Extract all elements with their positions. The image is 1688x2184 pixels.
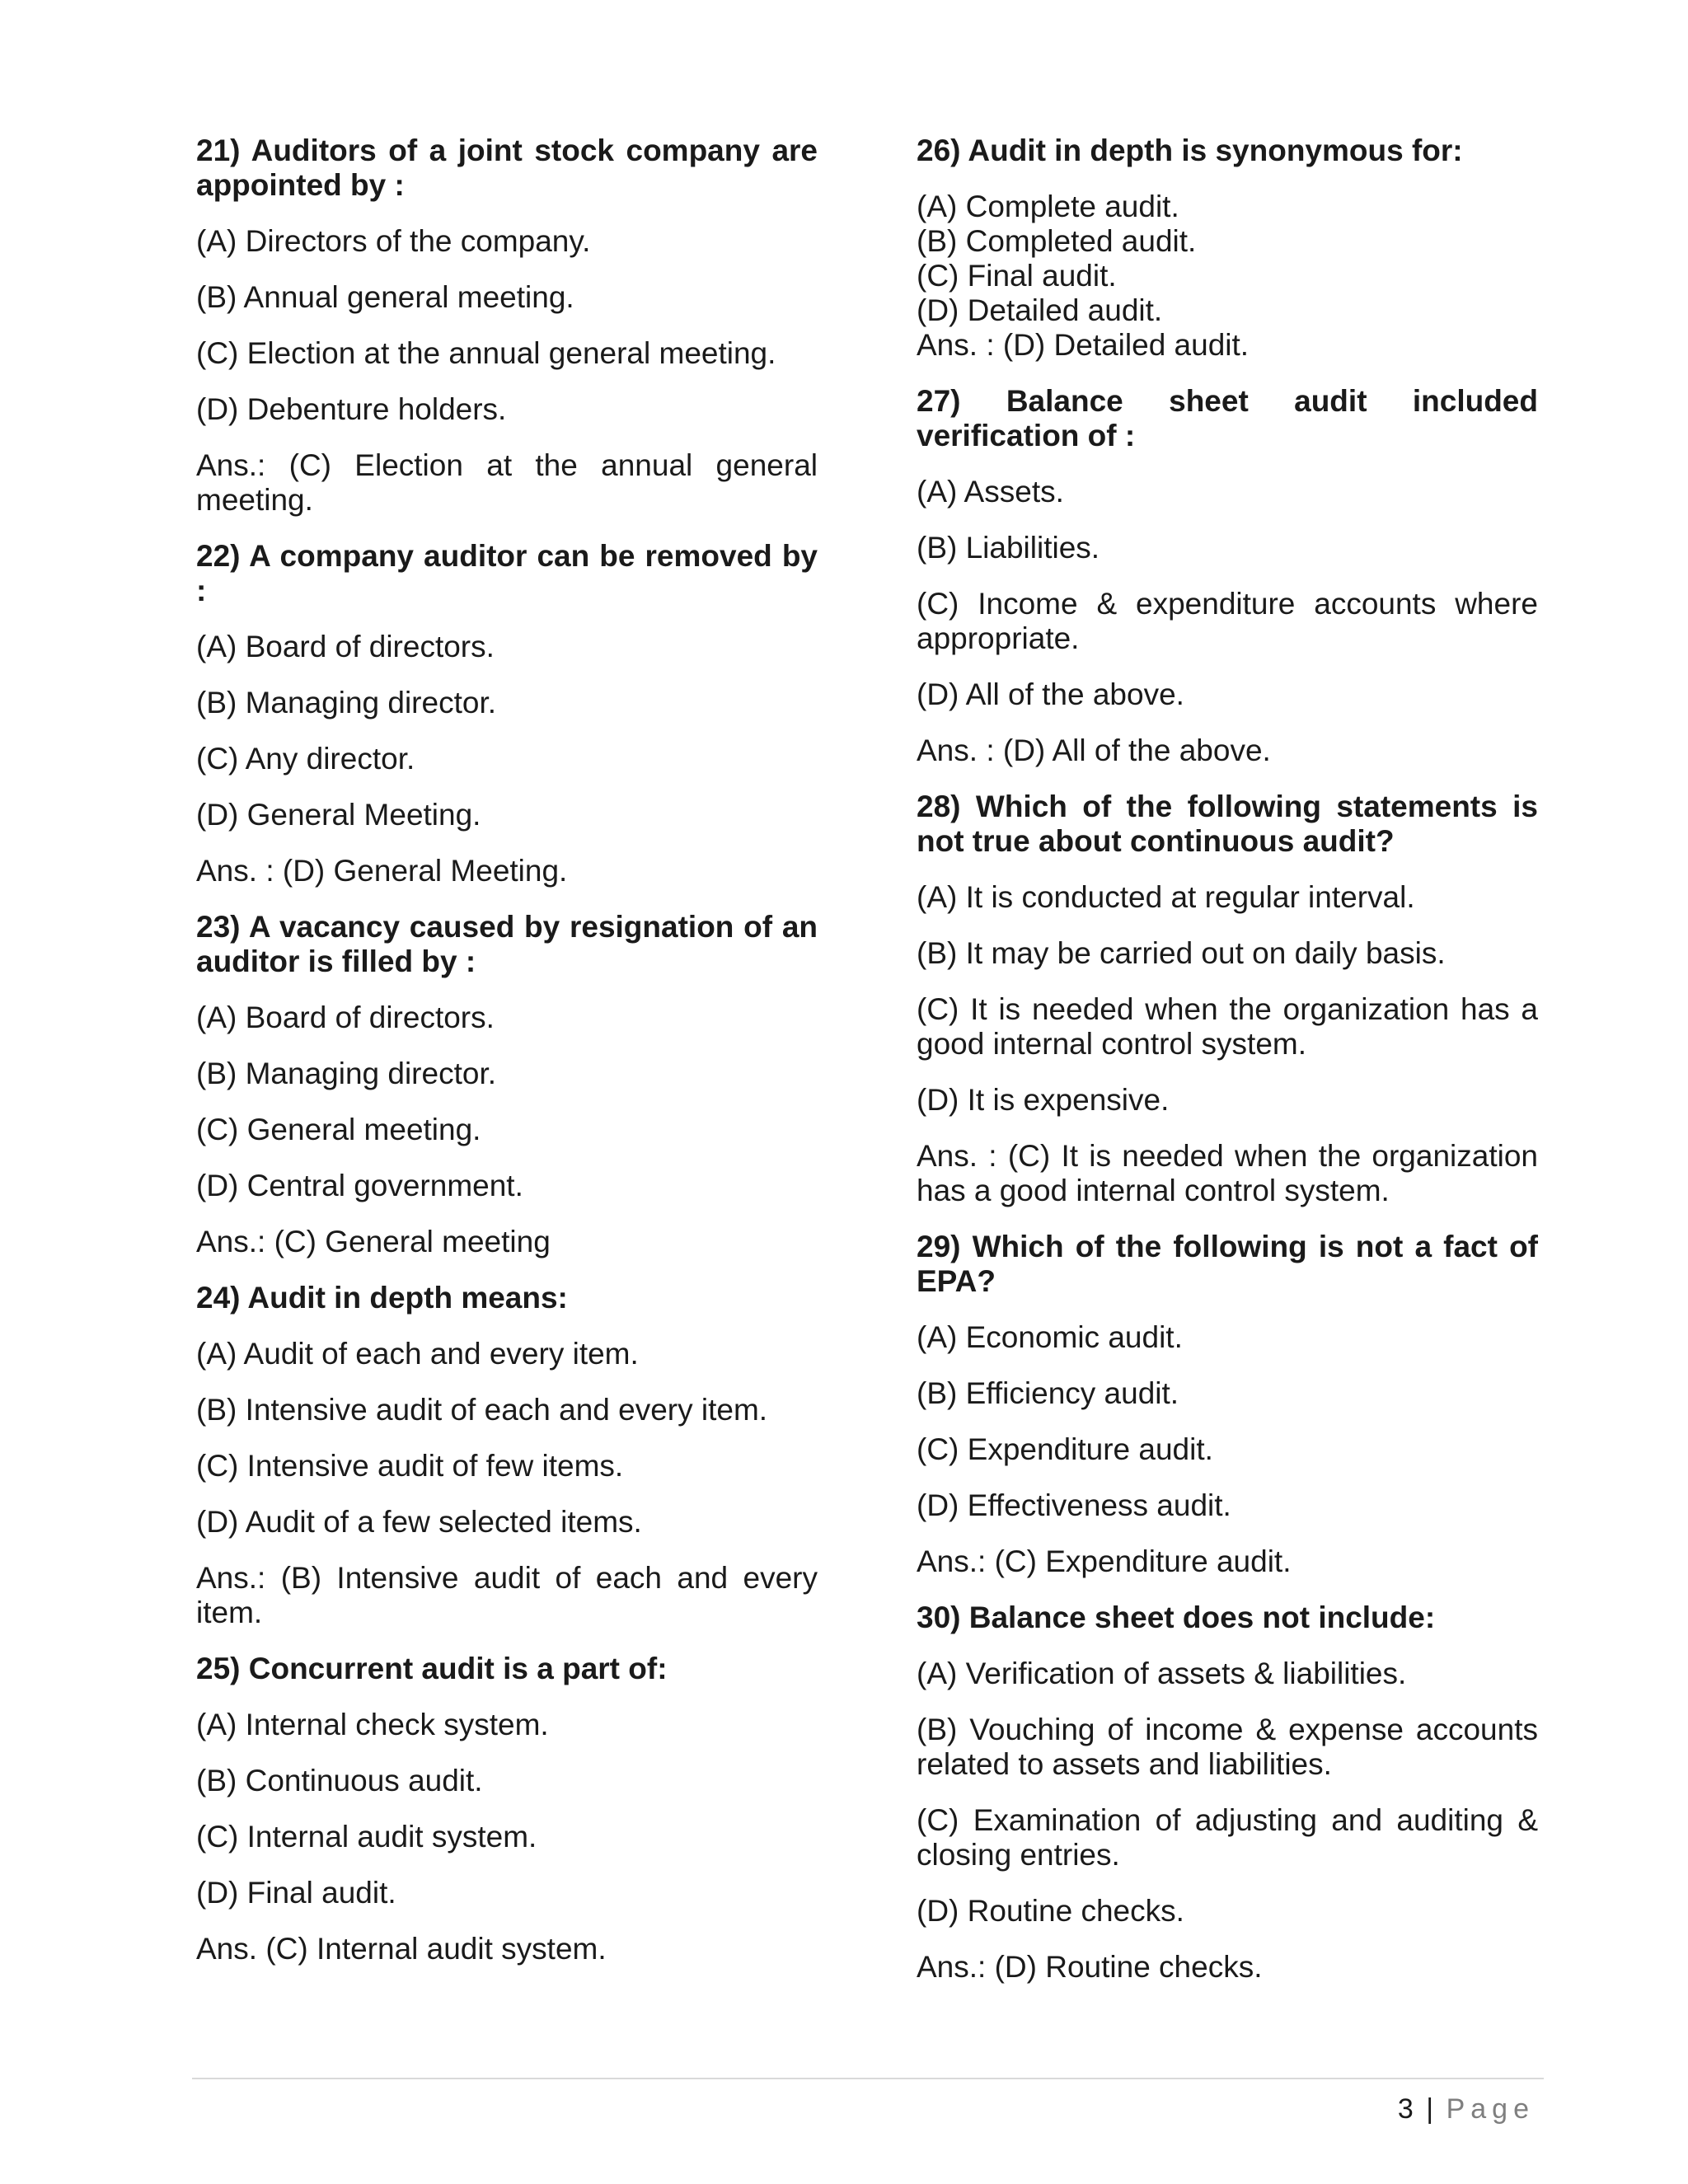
answer-text: Ans. : (D) All of the above. — [917, 733, 1271, 767]
question-text: 25) Concurrent audit is a part of: — [196, 1652, 668, 1685]
option-a: (A) Assets. — [917, 475, 1064, 509]
question-block — [196, 134, 818, 518]
answer-text: Ans. : (D) General Meeting. — [196, 854, 568, 888]
option-d: (D) Debenture holders. — [196, 392, 507, 426]
option-b: (B) It may be carried out on daily basis. — [917, 936, 1446, 970]
option-d: (D) Routine checks. — [917, 1894, 1184, 1928]
question-block — [196, 1652, 818, 1966]
answer-text: Ans. : (C) It is needed when the organization has a good internal control system. — [917, 1139, 1538, 1207]
question-block — [917, 134, 1538, 363]
option-c: (C) Final audit. — [917, 259, 1117, 293]
option-c: (C) Examination of adjusting and auditing & closing entries. — [917, 1803, 1538, 1872]
answer-text: Ans.: (D) Routine checks. — [917, 1950, 1263, 1984]
option-b: (B) Managing director. — [196, 1057, 497, 1090]
question-block — [917, 1230, 1538, 1579]
question-block — [917, 384, 1538, 768]
right-column — [917, 134, 1538, 2006]
option-b: (B) Completed audit. — [917, 224, 1197, 258]
option-b: (B) Intensive audit of each and every item. — [196, 1393, 768, 1427]
option-a: (A) Verification of assets & liabilities. — [917, 1657, 1407, 1690]
option-d: (D) All of the above. — [917, 677, 1184, 711]
option-a: (A) Board of directors. — [196, 630, 495, 663]
question-text: 30) Balance sheet does not include: — [917, 1601, 1436, 1634]
option-a: (A) Economic audit. — [917, 1320, 1183, 1354]
question-block — [196, 910, 818, 1259]
option-c: (C) Expenditure audit. — [917, 1432, 1213, 1466]
question-text: 24) Audit in depth means: — [196, 1281, 568, 1315]
option-d: (D) Final audit. — [196, 1876, 396, 1910]
option-b: (B) Continuous audit. — [196, 1764, 483, 1797]
option-d: (D) Audit of a few selected items. — [196, 1505, 642, 1539]
answer-text: Ans.: (C) Expenditure audit. — [917, 1544, 1292, 1578]
page-number: 3 — [1397, 2093, 1414, 2125]
question-text: 28) Which of the following statements is not true about continuous audit? — [917, 790, 1538, 858]
option-d: (D) It is expensive. — [917, 1083, 1170, 1117]
answer-text: Ans. : (D) Detailed audit. — [917, 328, 1250, 362]
option-d: (D) Effectiveness audit. — [917, 1488, 1231, 1522]
option-c: (C) Income & expenditure accounts where appropriate. — [917, 587, 1538, 655]
option-b: (B) Vouching of income & expense accounts related to assets and liabilities. — [917, 1713, 1538, 1781]
option-a: (A) Board of directors. — [196, 1001, 495, 1034]
option-c: (C) Intensive audit of few items. — [196, 1449, 624, 1483]
question-text: 27) Balance sheet audit included verification of : — [917, 384, 1538, 452]
option-a: (A) It is conducted at regular interval. — [917, 880, 1415, 914]
option-c: (C) Any director. — [196, 742, 415, 776]
footer-separator: | — [1426, 2093, 1434, 2125]
option-b: (B) Managing director. — [196, 686, 497, 719]
page-footer — [1398, 2093, 1535, 2125]
option-c: (C) General meeting. — [196, 1113, 481, 1146]
option-c: (C) Election at the annual general meeting. — [196, 336, 776, 370]
option-a: (A) Audit of each and every item. — [196, 1337, 639, 1371]
option-a: (A) Complete audit. — [917, 190, 1179, 223]
option-b: (B) Efficiency audit. — [917, 1376, 1179, 1410]
question-text: 26) Audit in depth is synonymous for: — [917, 134, 1463, 167]
question-text: 22) A company auditor can be removed by : — [196, 539, 818, 607]
question-block — [196, 1281, 818, 1630]
answer-text: Ans.: (B) Intensive audit of each and every item. — [196, 1561, 818, 1629]
question-block — [917, 1601, 1538, 1985]
answer-text: Ans. (C) Internal audit system. — [196, 1932, 607, 1966]
option-b: (B) Liabilities. — [917, 531, 1100, 565]
option-d: (D) Detailed audit. — [917, 293, 1163, 327]
option-b: (B) Annual general meeting. — [196, 280, 574, 314]
option-a: (A) Directors of the company. — [196, 224, 591, 258]
option-a: (A) Internal check system. — [196, 1708, 549, 1741]
option-group — [917, 190, 1538, 363]
option-c: (C) It is needed when the organization has a good internal control system. — [917, 992, 1538, 1061]
question-block — [917, 790, 1538, 1208]
option-d: (D) General Meeting. — [196, 798, 481, 832]
left-column — [196, 134, 818, 1988]
question-text: 29) Which of the following is not a fact of EPA? — [917, 1230, 1538, 1298]
page-label: Page — [1446, 2093, 1535, 2125]
answer-text: Ans.: (C) Election at the annual general meeting. — [196, 448, 818, 517]
footer-divider — [192, 2078, 1544, 2079]
option-c: (C) Internal audit system. — [196, 1820, 537, 1854]
answer-text: Ans.: (C) General meeting — [196, 1225, 551, 1258]
question-block — [196, 539, 818, 888]
option-d: (D) Central government. — [196, 1169, 523, 1202]
question-text: 23) A vacancy caused by resignation of an auditor is filled by : — [196, 910, 818, 978]
question-text: 21) Auditors of a joint stock company are appointed by : — [196, 134, 818, 202]
